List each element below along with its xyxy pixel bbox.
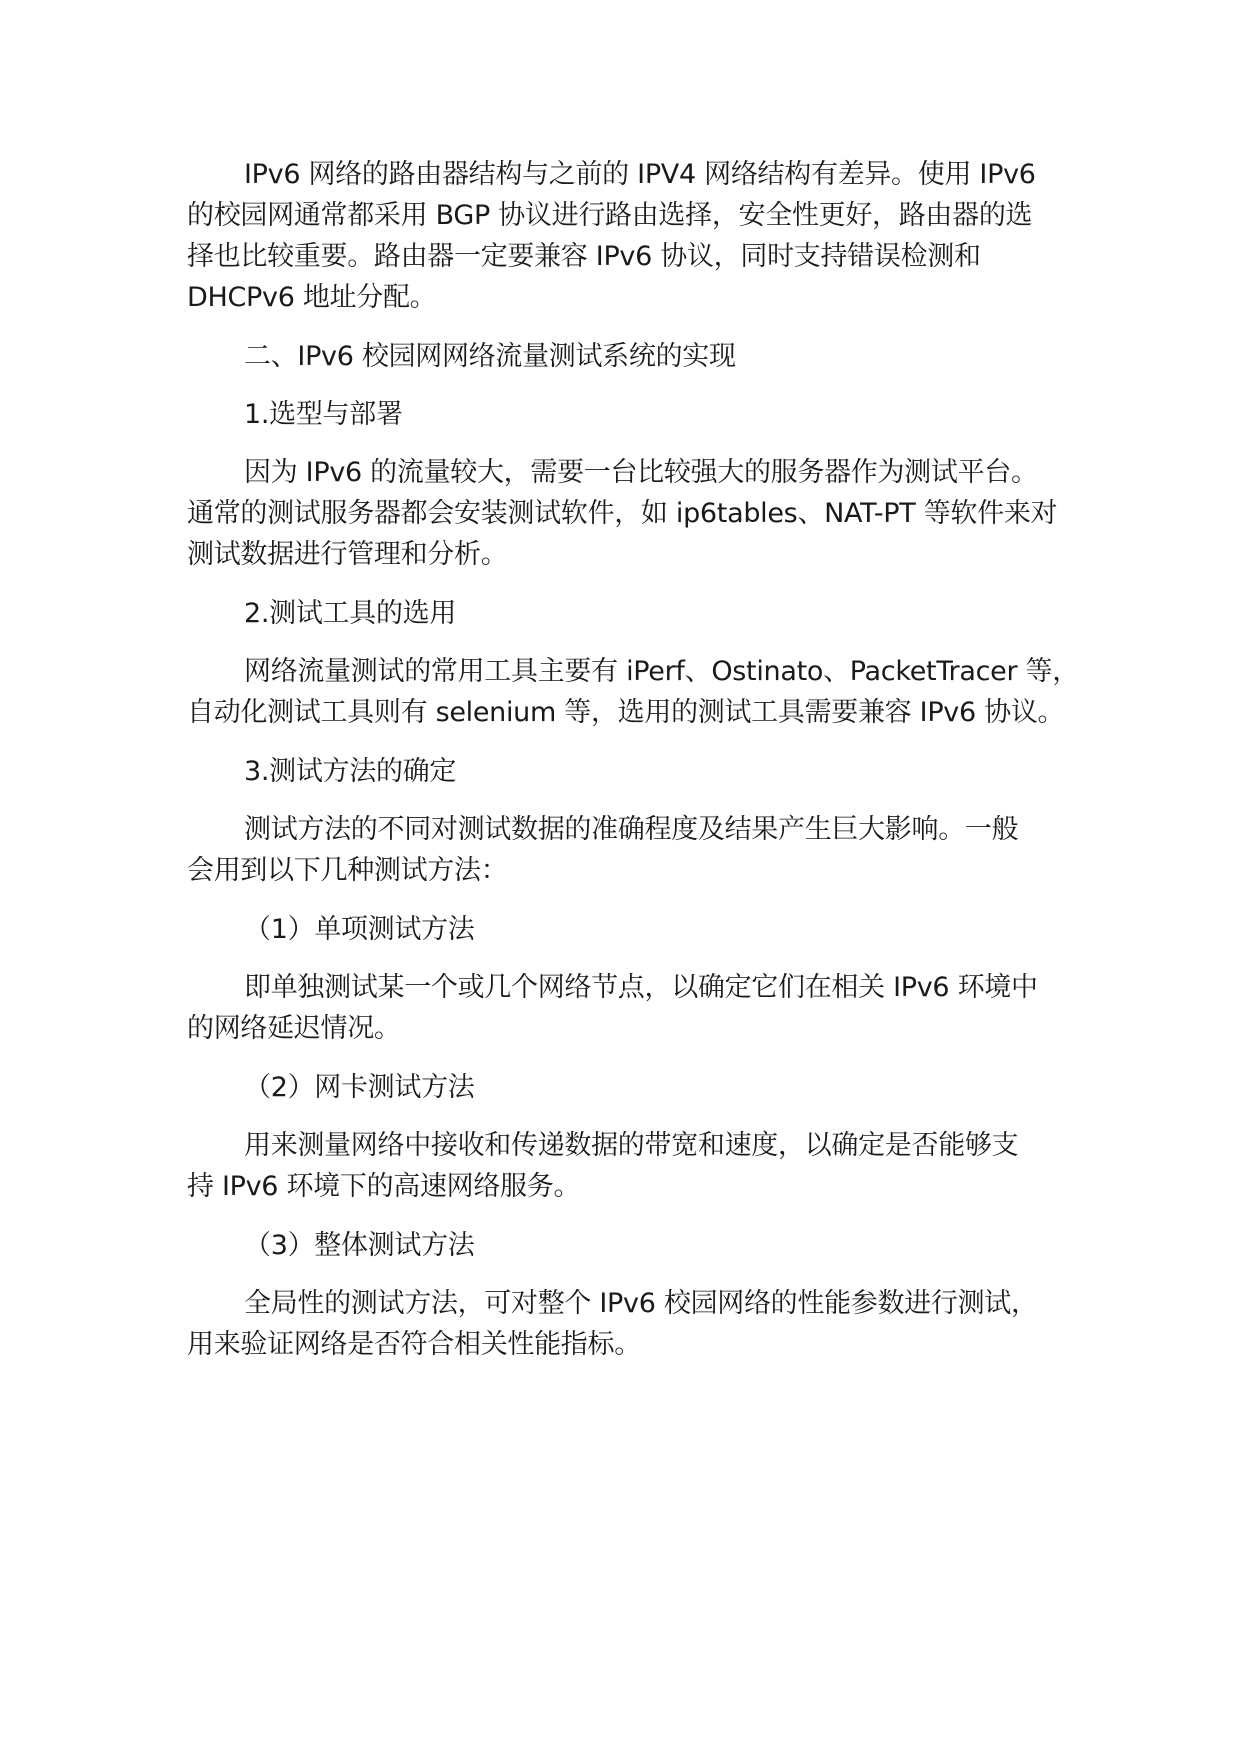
text-line: 用来测量网络中接收和传递数据的带宽和速度，以确定是否能够支 xyxy=(244,1130,1019,1161)
subsection-heading: 2.测试工具的选用 xyxy=(244,598,457,629)
section-heading: 二、IPv6 校园网网络流量测试系统的实现 xyxy=(244,341,736,372)
text-line: 用来验证网络是否符合相关性能指标。 xyxy=(187,1329,641,1360)
text-line: 择也比较重要。路由器一定要兼容 IPv6 协议，同时支持错误检测和 xyxy=(187,241,981,272)
method-heading: （3）整体测试方法 xyxy=(244,1230,475,1261)
text-line: 会用到以下几种测试方法： xyxy=(187,855,508,886)
text-line: 测试方法的不同对测试数据的准确程度及结果产生巨大影响。一般 xyxy=(244,814,1019,845)
text-line: 测试数据进行管理和分析。 xyxy=(187,539,508,570)
text-line: 网络流量测试的常用工具主要有 iPerf、Ostinato、PacketTracer 等， xyxy=(244,656,1079,687)
method-heading: （1）单项测试方法 xyxy=(244,914,475,945)
text-line: 因为 IPv6 的流量较大，需要一台比较强大的服务器作为测试平台。 xyxy=(244,457,1038,488)
text-line: 通常的测试服务器都会安装测试软件，如 ip6tables、NAT-PT 等软件来对 xyxy=(187,498,1058,529)
text-line: 即单独测试某一个或几个网络节点，以确定它们在相关 IPv6 环境中 xyxy=(244,972,1038,1003)
text-line: 的网络延迟情况。 xyxy=(187,1013,401,1044)
text-line: 自动化测试工具则有 selenium 等，选用的测试工具需要兼容 IPv6 协议。 xyxy=(187,697,1065,728)
subsection-heading: 1.选型与部署 xyxy=(244,399,403,430)
subsection-heading: 3.测试方法的确定 xyxy=(244,756,457,787)
method-heading: （2）网卡测试方法 xyxy=(244,1072,475,1103)
text-line: 持 IPv6 环境下的高速网络服务。 xyxy=(187,1171,581,1202)
text-line: 的校园网通常都采用 BGP 协议进行路由选择，安全性更好，路由器的选 xyxy=(187,200,1033,231)
text-line: IPv6 网络的路由器结构与之前的 IPV4 网络结构有差异。使用 IPv6 xyxy=(244,159,1036,190)
text-line: DHCPv6 地址分配。 xyxy=(187,282,437,313)
text-line: 全局性的测试方法，可对整个 IPv6 校园网络的性能参数进行测试， xyxy=(244,1288,1038,1319)
